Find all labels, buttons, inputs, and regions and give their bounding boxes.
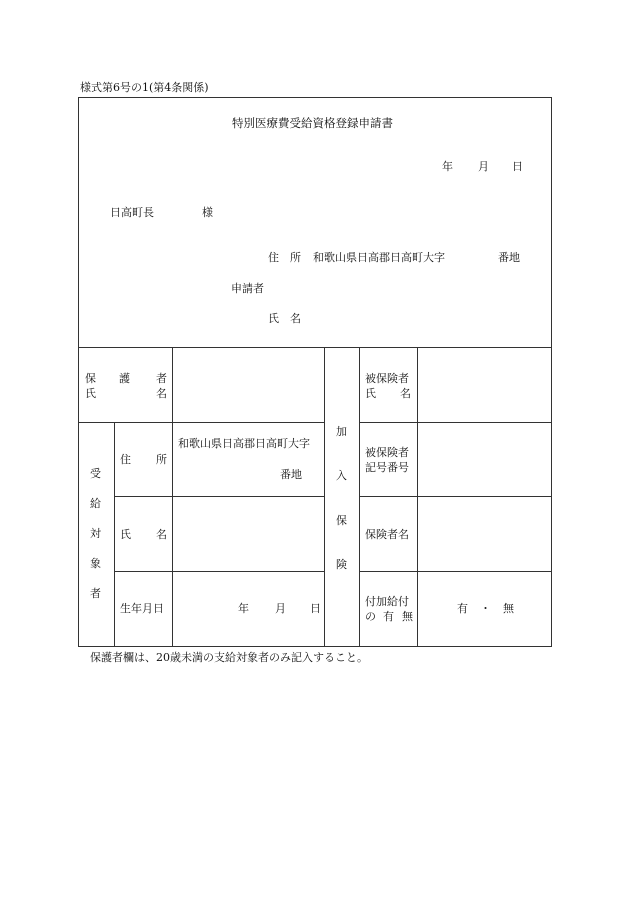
- guardian-label-1b: 護: [119, 372, 130, 385]
- table-top-line: [78, 347, 552, 348]
- recipient-vertical-4: 象: [90, 557, 101, 570]
- birth-month-label: 月: [275, 602, 286, 615]
- insured-label-2b: 名: [400, 387, 411, 400]
- option-separator: ・: [480, 602, 491, 615]
- addressee-name: 日高町長: [110, 206, 154, 219]
- applicant-address-label-1: 住: [268, 251, 279, 264]
- birth-date-label: 生年月日: [120, 602, 164, 615]
- kanyu-vertical-3: 保: [336, 514, 347, 527]
- date-day-label: 日: [512, 160, 523, 173]
- recipient-address-label-b: 所: [156, 453, 167, 466]
- guardian-name-field[interactable]: [174, 349, 323, 421]
- recipient-address-value: 和歌山県日高郡日高町大字: [178, 437, 310, 450]
- recipient-banchi: 番地: [280, 468, 302, 481]
- additional-benefit-label-2c: 無: [402, 610, 413, 623]
- col-recipient-divider: [114, 422, 115, 647]
- date-year-label: 年: [442, 160, 453, 173]
- insured-label-2a: 氏: [365, 387, 376, 400]
- form-title: 特別医療費受給資格登録申請書: [232, 116, 393, 130]
- recipient-name-label-b: 名: [156, 528, 167, 541]
- recipient-vertical-2: 給: [90, 497, 101, 510]
- applicant-address-value: 和歌山県日高郡日高町大字: [313, 251, 445, 264]
- application-date-field[interactable]: [380, 155, 520, 177]
- recipient-vertical-5: 者: [90, 587, 101, 600]
- birth-date-field[interactable]: [174, 573, 323, 645]
- recipient-name-field[interactable]: [174, 498, 323, 570]
- col-kanyu-left: [324, 347, 325, 647]
- col-label-divider: [172, 347, 173, 647]
- recipient-address-field[interactable]: [176, 452, 276, 488]
- birth-day-label: 日: [310, 602, 321, 615]
- guardian-label-1a: 保: [85, 372, 96, 385]
- insurer-name-label: 保険者名: [365, 528, 409, 541]
- insured-number-label-2: 記号番号: [365, 461, 409, 474]
- form-number: 様式第6号の1(第4条関係): [80, 81, 209, 94]
- insurer-name-field[interactable]: [419, 498, 550, 570]
- recipient-vertical-1: 受: [90, 467, 101, 480]
- option-yes[interactable]: 有: [457, 602, 468, 615]
- recipient-address-label-a: 住: [120, 453, 131, 466]
- option-no[interactable]: 無: [503, 602, 514, 615]
- addressee-honorific: 様: [202, 206, 213, 219]
- insured-number-field[interactable]: [419, 424, 550, 495]
- date-month-label: 月: [478, 160, 489, 173]
- row1-line-left: [78, 422, 325, 423]
- recipient-vertical-3: 対: [90, 527, 101, 540]
- row2-line-left: [114, 496, 325, 497]
- row3-line-left: [114, 571, 325, 572]
- applicant-role-label: 申請者: [231, 282, 264, 295]
- kanyu-vertical-1: 加: [336, 425, 347, 438]
- row2-line-right: [359, 496, 552, 497]
- insured-label-1: 被保険者: [365, 372, 409, 385]
- applicant-address-label-2: 所: [290, 251, 301, 264]
- footer-note: 保護者欄は、20歳未満の支給対象者のみ記入すること。: [90, 651, 368, 664]
- insured-name-field[interactable]: [419, 349, 550, 421]
- applicant-name-field[interactable]: [313, 306, 513, 330]
- additional-benefit-label-1: 付加給付: [365, 595, 409, 608]
- guardian-label-2b: 名: [156, 387, 167, 400]
- col-kanyu-right: [359, 347, 360, 647]
- birth-year-label: 年: [238, 602, 249, 615]
- col-right-divider: [417, 347, 418, 647]
- insured-number-label-1: 被保険者: [365, 446, 409, 459]
- row1-line-right: [359, 422, 552, 423]
- applicant-banchi: 番地: [498, 251, 520, 264]
- recipient-name-label-a: 氏: [120, 528, 131, 541]
- applicant-name-label-1: 氏: [268, 312, 279, 325]
- applicant-address-field[interactable]: [455, 246, 497, 268]
- additional-benefit-label-2b: 有: [383, 610, 394, 623]
- kanyu-vertical-2: 入: [336, 469, 347, 482]
- guardian-label-1c: 者: [156, 372, 167, 385]
- applicant-name-label-2: 名: [290, 312, 301, 325]
- additional-benefit-label-2a: の: [365, 610, 376, 623]
- row3-line-right: [359, 571, 552, 572]
- kanyu-vertical-4: 険: [336, 558, 347, 571]
- guardian-label-2a: 氏: [85, 387, 96, 400]
